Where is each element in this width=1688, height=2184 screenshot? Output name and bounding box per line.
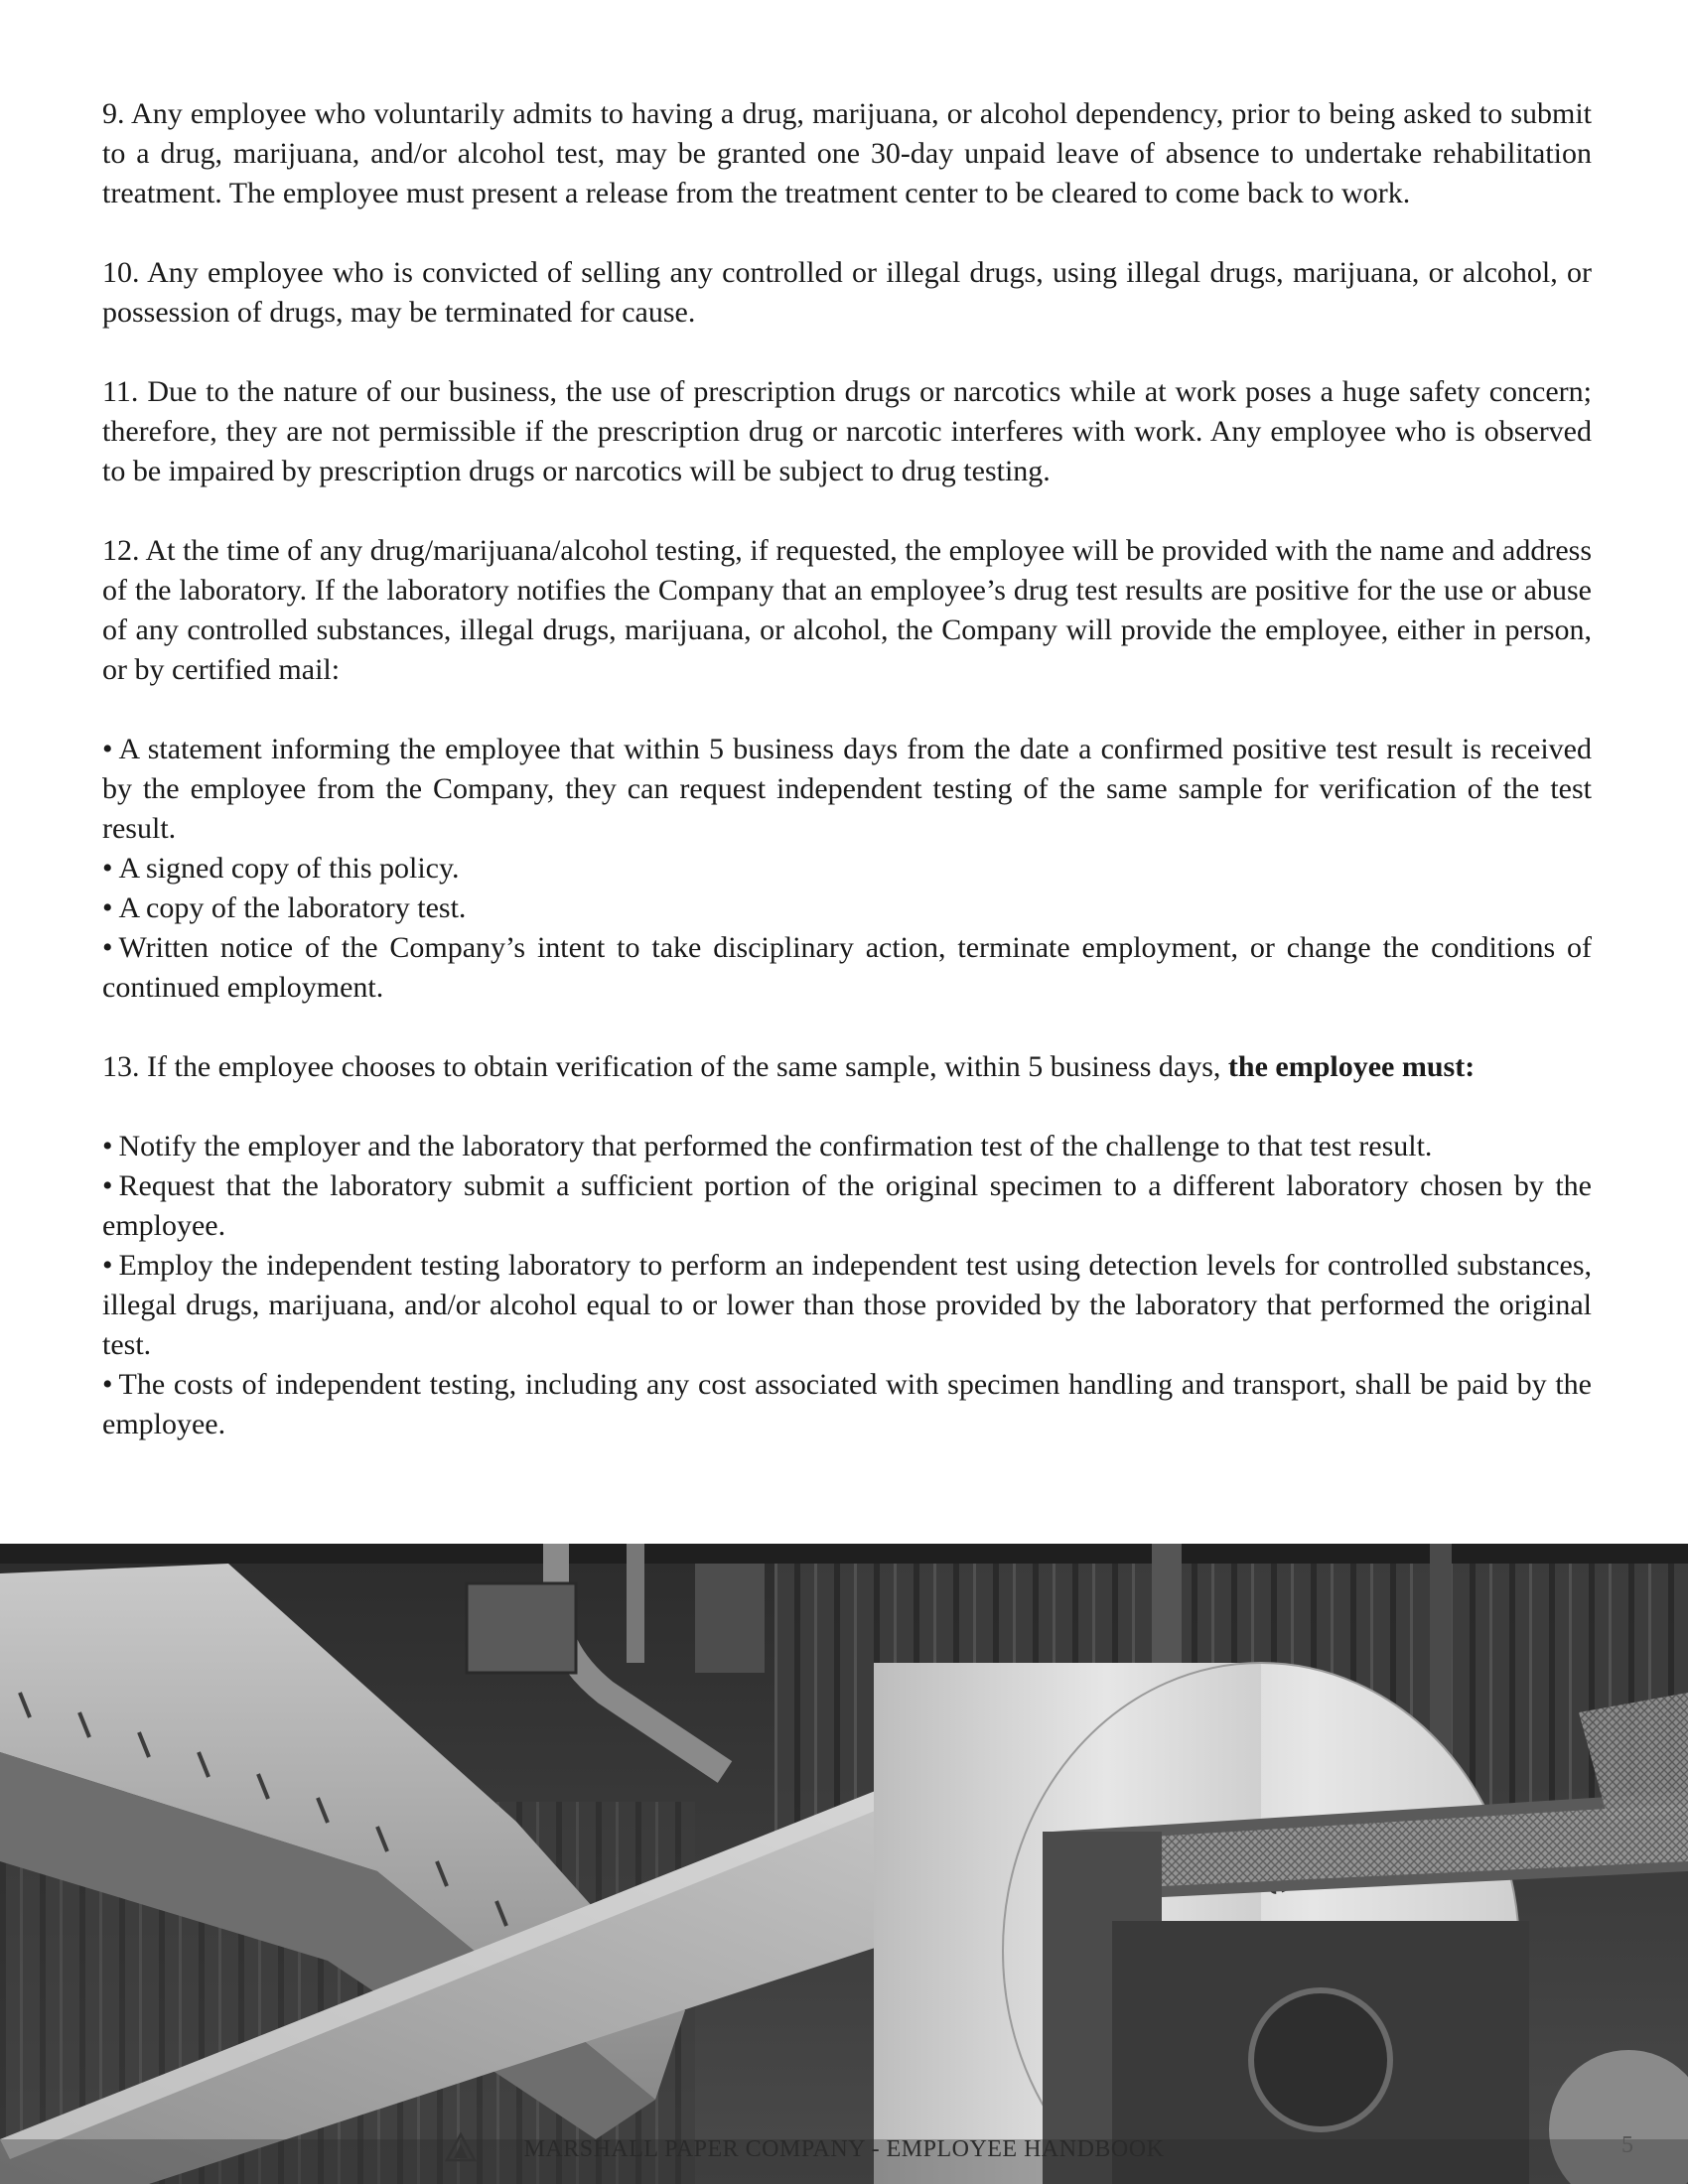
bullet: • bbox=[102, 931, 113, 964]
list-item-text: Request that the laboratory submit a sufficient portion of the original specimen to a different laboratory chosen by the employee. bbox=[102, 1169, 1592, 1242]
page-number: 5 bbox=[1621, 2132, 1633, 2158]
paragraph-10: 10. Any employee who is convicted of selling any controlled or illegal drugs, using illegal drugs, marijuana, or alcohol, or possession of drugs, may be terminated for cause. bbox=[102, 256, 1592, 329]
list-item bbox=[102, 1127, 1592, 1166]
paragraph-13 bbox=[102, 1047, 1592, 1087]
paragraph-13-emphasis: the employee must: bbox=[1227, 1050, 1476, 1083]
list-item-text: The costs of independent testing, including any cost associated with specimen handling and transport, shall be paid by the employee. bbox=[102, 1368, 1592, 1440]
bullet: • bbox=[102, 733, 113, 765]
paper-mill-photo bbox=[0, 1544, 1688, 2184]
bullet: • bbox=[102, 1169, 113, 1202]
list-item-text: A signed copy of this policy. bbox=[118, 852, 460, 885]
paragraph-13-text: 13. If the employee chooses to obtain verification of the same sample, within 5 business days, bbox=[102, 1050, 1228, 1083]
paragraph-12: 12. At the time of any drug/marijuana/alcohol testing, if requested, the employee will be provided with the name and address of the laboratory. If the laboratory notifies the Company that an employee’s drug test results are positive for the use or abuse of any controlled substances, illegal drugs, marijuana, or alcohol, the Company will provide the employee, either in person, or by certified mail: bbox=[102, 534, 1592, 686]
list-12 bbox=[102, 730, 1592, 1008]
list-item bbox=[102, 1166, 1592, 1246]
handbook-body bbox=[102, 94, 1592, 1484]
bullet: • bbox=[102, 852, 113, 885]
list-item-text: Written notice of the Company’s intent to take disciplinary action, terminate employment, or change the conditions of continued employment. bbox=[102, 931, 1592, 1004]
list-item-text: A copy of the laboratory test. bbox=[118, 891, 467, 924]
list-item bbox=[102, 888, 1592, 928]
list-item bbox=[102, 928, 1592, 1008]
list-item bbox=[102, 730, 1592, 849]
list-item bbox=[102, 1246, 1592, 1365]
paragraph-11: 11. Due to the nature of our business, the use of prescription drugs or narcotics while at work poses a huge safety concern; therefore, they are not permissible if the prescription drug or narcotic interferes with work. Any employee who is observed to be impaired by prescription drugs or narcotics will be subject to drug testing. bbox=[102, 375, 1592, 487]
footer-title: MARSHALL PAPER COMPANY - EMPLOYEE HANDBOOK bbox=[523, 2136, 1165, 2162]
bullet: • bbox=[102, 1130, 113, 1162]
list-item-text: Notify the employer and the laboratory that performed the confirmation test of the challenge to that test result. bbox=[118, 1130, 1433, 1162]
bullet: • bbox=[102, 1368, 113, 1401]
list-13 bbox=[102, 1127, 1592, 1444]
list-item bbox=[102, 1365, 1592, 1444]
bullet: • bbox=[102, 891, 113, 924]
bullet: • bbox=[102, 1249, 113, 1282]
list-item-text: A statement informing the employee that within 5 business days from the date a confirmed positive test result is received by the employee from the Company, they can request independent testing of the same sample for verification of the test result. bbox=[102, 733, 1592, 845]
list-item bbox=[102, 849, 1592, 888]
list-item-text: Employ the independent testing laboratory to perform an independent test using detection levels for controlled substances, illegal drugs, marijuana, and/or alcohol equal to or lower than those provided by the laboratory that performed the original test. bbox=[102, 1249, 1592, 1361]
paragraph-9: 9. Any employee who voluntarily admits to having a drug, marijuana, or alcohol dependency, prior to being asked to submit to a drug, marijuana, and/or alcohol test, may be granted one 30-day unpaid leave of absence to undertake rehabilitation treatment. The employee must present a release from the treatment center to be cleared to come back to work. bbox=[102, 97, 1592, 209]
